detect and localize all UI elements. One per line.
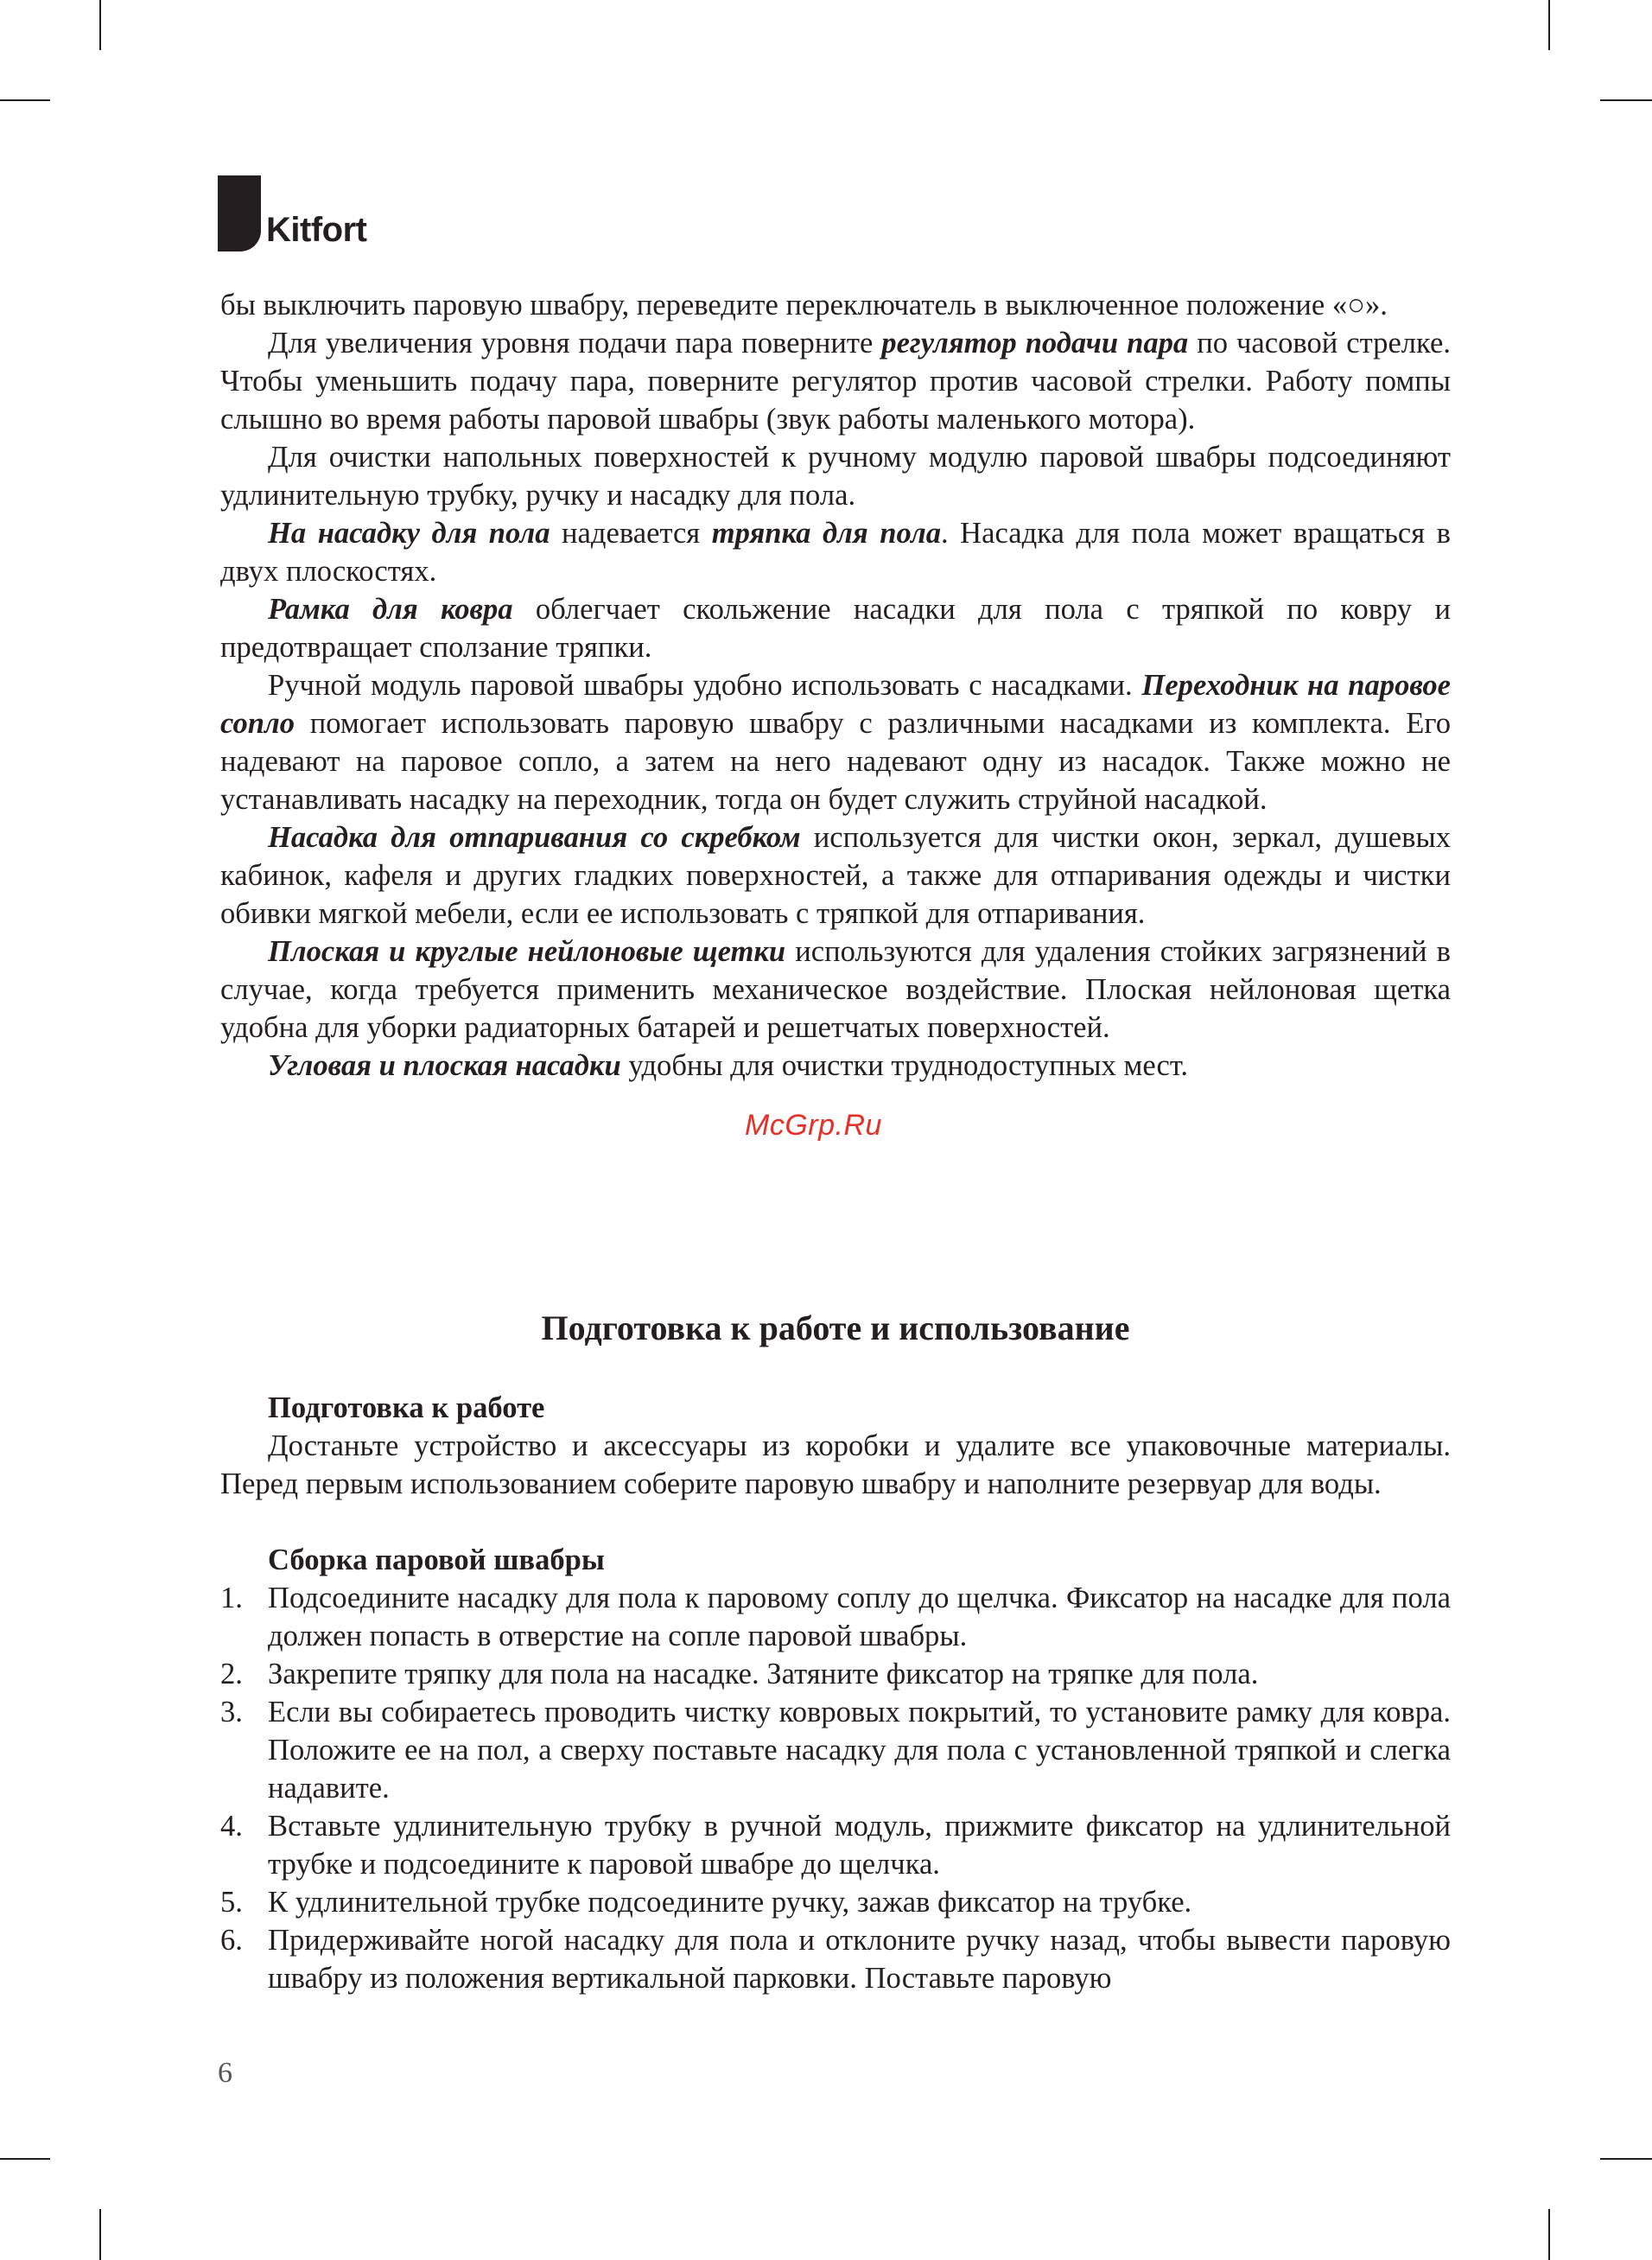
list-item: 6. Придерживайте ногой насадку для пола и отклоните ручку назад, чтобы вывести паровую швабру из положения вертикальной парковки. Поставьте паровую bbox=[220, 1921, 1451, 1997]
term: Плоская и круглые нейлоновые щетки bbox=[268, 935, 786, 968]
crop-mark bbox=[1548, 0, 1550, 50]
paragraph: Для очистки напольных поверхностей к ручному модулю паровой швабры подсоединяют удлинительную трубку, ручку и насадку для пола. bbox=[220, 441, 1451, 512]
paragraph: Угловая и плоская насадки удобны для очистки труднодоступных мест. bbox=[268, 1049, 1189, 1082]
paragraph: Насадка для отпаривания со скребком используется для чистки окон, зеркал, душевых кабинок, кафеля и других гладких поверхностей, а также для отпаривания одежды и чистки обивки мягкой мебели, если ее использовать с тряпкой для отпаривания. bbox=[220, 821, 1451, 930]
list-number: 3. bbox=[220, 1696, 243, 1728]
paragraph: На насадку для пола надевается тряпка для пола. Насадка для пола может вращаться в двух плоскостях. bbox=[220, 517, 1451, 588]
subheading-prep: Подготовка к работе bbox=[268, 1391, 545, 1424]
crop-mark bbox=[1548, 2209, 1550, 2260]
term: Рамка для ковра bbox=[268, 593, 513, 626]
crop-mark bbox=[1600, 99, 1652, 101]
term: Угловая и плоская насадки bbox=[268, 1049, 621, 1082]
section-title: Подготовка к работе и использование bbox=[541, 1308, 1130, 1347]
paragraph: бы выключить паровую швабру, переведите переключатель в выключенное положение «○». bbox=[220, 289, 1388, 321]
paragraph: Ручной модуль паровой швабры удобно использовать с насадками. Переходник на паровое сопло помогает использовать паровую швабру с различными насадками из комплекта. Его надевают на паровое сопло, а затем на него надевают одну из насадок. Также можно не устанавливать насадку на переходник, тогда он будет служить струйной насадкой. bbox=[220, 669, 1451, 816]
term: регулятор подачи пара bbox=[881, 327, 1189, 360]
list-number: 1. bbox=[220, 1582, 243, 1614]
crop-mark bbox=[99, 0, 101, 50]
crop-mark bbox=[0, 99, 50, 101]
crop-mark bbox=[0, 2158, 50, 2160]
term: тряпка для пола bbox=[711, 517, 941, 550]
list-item: 2. Закрепите тряпку для пола на насадке. Затяните фиксатор на тряпке для пола. bbox=[220, 1655, 1451, 1693]
spacer bbox=[220, 1503, 1451, 1541]
brand-logo bbox=[218, 175, 382, 258]
watermark: McGrp.Ru bbox=[745, 1109, 882, 1142]
paragraph: Плоская и круглые нейлоновые щетки используются для удаления стойких загрязнений в случае, когда требуется применить механическое воздействие. Плоская нейлоновая щетка удобна для уборки радиаторных батарей и решетчатых поверхностей. bbox=[220, 935, 1451, 1044]
crop-mark bbox=[1600, 2158, 1652, 2160]
section-body bbox=[220, 1389, 1451, 1997]
list-number: 5. bbox=[220, 1886, 243, 1919]
list-number: 4. bbox=[220, 1810, 243, 1843]
crop-mark bbox=[99, 2209, 101, 2260]
body-text bbox=[220, 286, 1451, 1085]
page-number: 6 bbox=[218, 2057, 232, 2089]
list-item: 4. Вставьте удлинительную трубку в ручной модуль, прижмите фиксатор на удлинительной трубке и подсоедините к паровой швабре до щелчка. bbox=[220, 1807, 1451, 1883]
list-item: 3. Если вы собираетесь проводить чистку ковровых покрытий, то установите рамку для ковра. Положите ее на пол, а сверху поставьте насадку для пола с установленной тряпкой и слегка надавите. bbox=[220, 1693, 1451, 1807]
term: На насадку для пола bbox=[268, 517, 550, 550]
list-number: 2. bbox=[220, 1658, 243, 1690]
brand-logo-icon bbox=[218, 175, 261, 251]
paragraph: Рамка для ковра облегчает скольжение насадки для пола с тряпкой по ковру и предотвращает сползание тряпки. bbox=[220, 593, 1452, 664]
paragraph: Для увеличения уровня подачи пара поверните регулятор подачи пара по часовой стрелке. Чтобы уменьшить подачу пара, поверните регулятор против часовой стрелки. Работу помпы слышно во время работы паровой швабры (звук работы маленького мотора). bbox=[220, 327, 1451, 436]
subheading-assembly: Сборка паровой швабры bbox=[268, 1544, 605, 1576]
list-item: 1. Подсоедините насадку для пола к паровому соплу до щелчка. Фиксатор на насадке для пола должен попасть в отверстие на сопле паровой швабры. bbox=[220, 1579, 1451, 1655]
term: Насадка для отпаривания со скребком bbox=[268, 821, 801, 854]
paragraph: Достаньте устройство и аксессуары из коробки и удалите все упаковочные материалы. Перед первым использованием соберите паровую швабру и наполните резервуар для воды. bbox=[220, 1429, 1451, 1500]
term: Переходник на паровое сопло bbox=[220, 669, 1451, 740]
list-number: 6. bbox=[220, 1924, 243, 1957]
assembly-steps-list bbox=[220, 1579, 1451, 1997]
list-item: 5. К удлинительной трубке подсоедините ручку, зажав фиксатор на трубке. bbox=[220, 1883, 1451, 1921]
brand-name: Kitfort bbox=[266, 211, 367, 249]
